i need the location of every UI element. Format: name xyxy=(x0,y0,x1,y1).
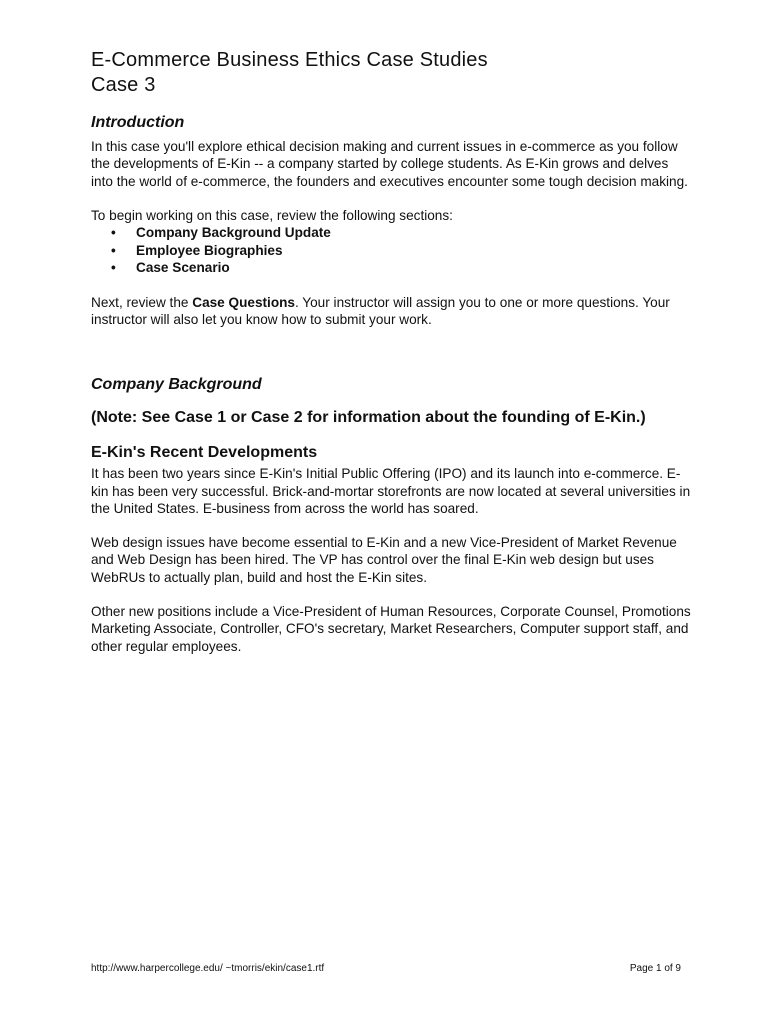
case-questions-label: Case Questions xyxy=(192,294,295,310)
title-line-1: E-Commerce Business Ethics Case Studies xyxy=(91,49,488,71)
title-line-2: Case 3 xyxy=(91,74,156,96)
list-item-label: Company Background Update xyxy=(136,225,331,241)
next-steps-paragraph xyxy=(91,294,691,329)
developments-paragraph-3: Other new positions include a Vice-President of Human Resources, Corporate Counsel, Promotions Marketing Associate, Controller, CFO's secretary, Market Researchers, Computer support staff, and other regular employees. xyxy=(91,604,691,654)
recent-developments-heading: E-Kin's Recent Developments xyxy=(91,444,318,462)
document-title xyxy=(91,48,731,98)
list-item xyxy=(91,224,691,242)
list-item xyxy=(91,259,691,277)
sections-list xyxy=(91,224,691,277)
list-item-label: Employee Biographies xyxy=(136,242,283,258)
developments-paragraph-2: Web design issues have become essential to E-Kin and a new Vice-President of Market Revenue and Web Design has been hired. The VP has control over the final E-Kin web design but uses WebRUs to actually plan, build and host the E-Kin sites. xyxy=(91,535,677,585)
next-steps-prefix: Next, review the xyxy=(91,294,193,310)
introduction-paragraph-2: To begin working on this case, review the following sections: xyxy=(91,207,453,223)
next-steps-suffix: . Your instructor will assign you to one or more questions. Your instructor will also let you know how to submit your work. xyxy=(91,294,670,327)
bullet-icon: • xyxy=(111,242,116,258)
developments-paragraph-1: It has been two years since E-Kin's Initial Public Offering (IPO) and its launch into e-commerce. E-kin has been very successful. Brick-and-mortar storefronts are now located at several universities in the United States. E-business from across the world has soared. xyxy=(91,466,691,516)
list-item-label: Case Scenario xyxy=(136,260,230,276)
document-body xyxy=(91,112,691,655)
bullet-icon: • xyxy=(111,260,116,276)
bullet-icon: • xyxy=(111,225,116,241)
introduction-heading: Introduction xyxy=(91,114,185,131)
company-background-heading: Company Background xyxy=(91,376,262,394)
list-item xyxy=(91,242,691,260)
footer-url: http://www.harpercollege.edu/ ~tmorris/ekin/case1.rtf xyxy=(91,963,325,974)
founding-note: (Note: See Case 1 or Case 2 for information about the founding of E-Kin.) xyxy=(91,409,646,427)
page-number: Page 1 of 9 xyxy=(629,963,681,974)
introduction-paragraph-1: In this case you'll explore ethical decision making and current issues in e-commerce as you follow the developments of E-Kin -- a company started by college students. As E-Kin grows and delves into the world of e-commerce, the founders and executives encounter some tough decision making. xyxy=(91,139,688,189)
